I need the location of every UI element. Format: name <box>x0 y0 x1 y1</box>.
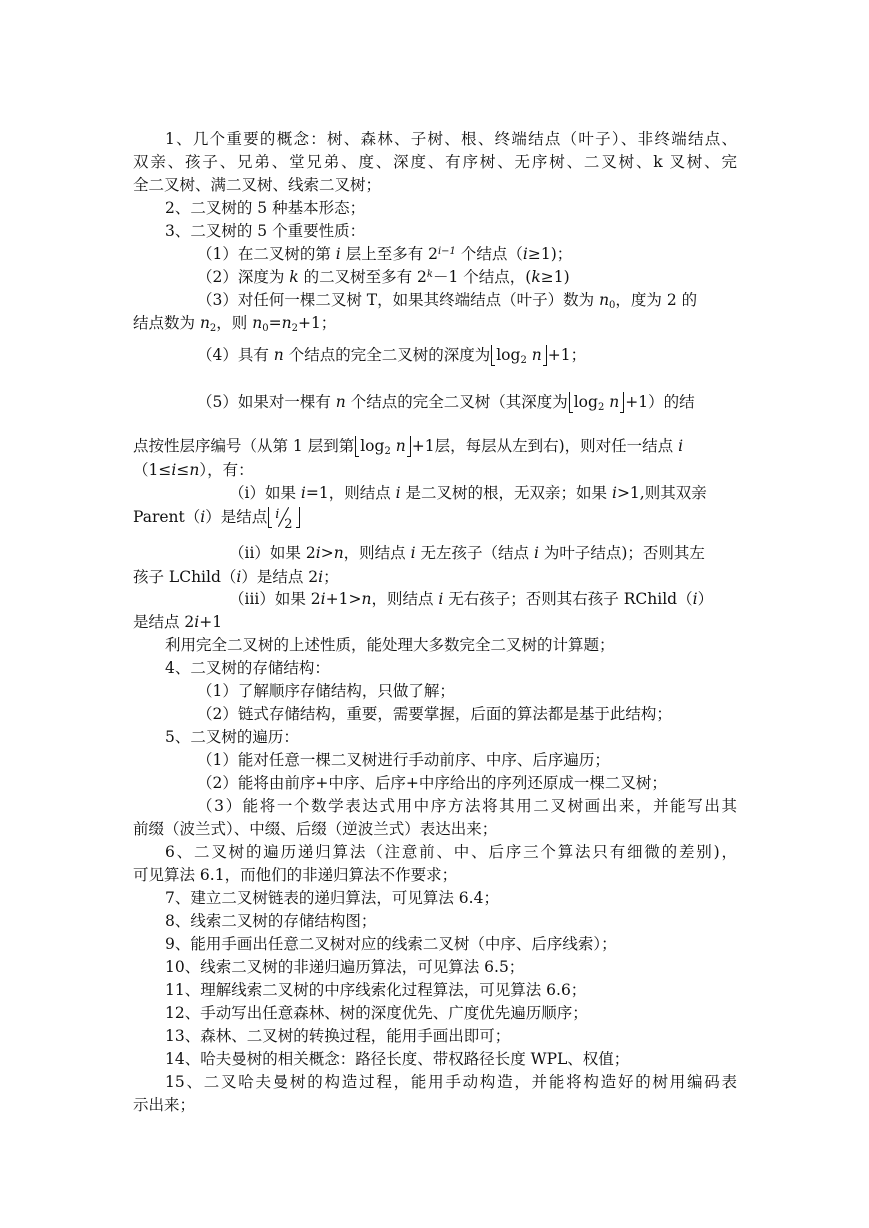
rule-iii-line-1: （iii）如果 2i+1>n，则结点 i 无右孩子；否则其右孩子 RChild（i） <box>229 590 714 608</box>
item-2: 2、二叉树的 5 种基本形态； <box>165 199 366 217</box>
item-9: 9、能用手画出任意二叉树对应的线索二叉树（中序、后序线索）； <box>165 935 617 953</box>
property-1: （1）在二叉树的第 i 层上至多有 $2^{i-1}$ 个结点（i≥1)； <box>197 245 573 263</box>
item-1-line-2: 双亲、孩子、兄弟、堂兄弟、度、深度、有序树、无序树、二叉树、k 叉树、完 <box>133 153 737 171</box>
rule-i-line-2: Parent（i）是结点 i 2 <box>133 506 737 528</box>
floor-log-expression: $\log_2 n$ <box>355 435 411 457</box>
item-8: 8、线索二叉树的存储结构图； <box>165 912 377 930</box>
item-1-line-1: 1、几个重要的概念：树、森林、子树、根、终端结点（叶子）、非终端结点、 <box>165 130 737 148</box>
usage-note: 利用完全二叉树的上述性质，能处理大多数完全二叉树的计算题； <box>165 636 615 654</box>
rule-ii-line-1: （ii）如果 2i>n，则结点 i 无左孩子（结点 i 为叶子结点)；否则其左 <box>229 544 705 562</box>
item-5-sub-3-line-2: 前缀（波兰式）、中缀、后缀（逆波兰式）表达出来； <box>133 820 498 838</box>
item-4-sub-1: （1）了解顺序存储结构，只做了解； <box>197 682 455 700</box>
item-5-sub-1: （1）能对任意一棵二叉树进行手动前序、中序、后序遍历； <box>197 751 610 769</box>
item-15-line-2: 示出来； <box>133 1096 196 1114</box>
item-6-line-1: 6、二叉树的遍历递归算法（注意前、中、后序三个算法只有细微的差别)， <box>165 843 737 861</box>
rule-i-line-1: （i）如果 i=1，则结点 i 是二叉树的根，无双亲；如果 i>1,则其双亲 <box>229 484 707 502</box>
floor-log-expression: $\log_2 n$ <box>569 391 625 413</box>
property-3-line-2: 结点数为 $n_2$，则 $n_0=n_2+1$； <box>133 314 337 334</box>
rule-ii-line-2: 孩子 LChild（i）是结点 2i； <box>133 568 339 586</box>
property-5-line-1: （5）如果对一棵有 n 个结点的完全二叉树（其深度为 $\log_2 n +1$）的结 <box>197 393 695 413</box>
item-13: 13、森林、二叉树的转换过程，能用手画出即可； <box>165 1027 511 1045</box>
item-1-line-3: 全二叉树、满二叉树、线索二叉树； <box>133 176 382 194</box>
rule-iii-line-2: 是结点 2i+1 <box>133 613 223 631</box>
item-12: 12、手动写出任意森林、树的深度优先、广度优先遍历顺序； <box>165 1004 588 1022</box>
property-5-line-3: （1≤i≤n），有： <box>133 461 254 479</box>
item-14: 14、哈夫曼树的相关概念：路径长度、带权路径长度 WPL、权值； <box>165 1050 630 1068</box>
item-11: 11、理解线索二叉树的中序线索化过程算法，可见算法 6.6； <box>165 981 587 999</box>
item-6-line-2: 可见算法 6.1，而他们的非递归算法不作要求； <box>133 866 458 884</box>
property-5-line-2: 点按性层序编号（从第 1 层到第 $\log_2 n +1$层，每层从左到右)，则对任一结点 i <box>133 437 684 457</box>
item-5: 5、二叉树的遍历： <box>165 728 299 746</box>
floor-fraction-expression: i 2 <box>268 506 300 528</box>
item-4-sub-2: （2）链式存储结构，重要，需要掌握，后面的算法都是基于此结构； <box>197 705 672 723</box>
property-2: （2）深度为 k 的二叉树至多有 $2^k-1$ 个结点，(k≥1) <box>197 268 570 286</box>
item-4: 4、二叉树的存储结构： <box>165 659 330 677</box>
property-3-line-1: （3）对任何一棵二叉树 T，如果其终端结点（叶子）数为 $n_0$，度为 2 的 <box>197 291 698 311</box>
floor-log-expression: $\log_2 n$ <box>491 344 547 366</box>
item-15-line-1: 15、二叉哈夫曼树的构造过程，能用手动构造，并能将构造好的树用编码表 <box>165 1073 737 1091</box>
item-10: 10、线索二叉树的非递归遍历算法，可见算法 6.5； <box>165 958 525 976</box>
property-4: （4）具有 n 个结点的完全二叉树的深度为 $\log_2 n +1$； <box>197 346 587 366</box>
item-5-sub-2: （2）能将由前序+中序、后序+中序给出的序列还原成一棵二叉树； <box>197 774 667 792</box>
item-3: 3、二叉树的 5 个重要性质： <box>165 222 366 240</box>
item-5-sub-3-line-1: （3）能将一个数学表达式用中序方法将其用二叉树画出来，并能写出其 <box>197 797 737 815</box>
item-7: 7、建立二叉树链表的递归算法，可见算法 6.4； <box>165 889 499 907</box>
